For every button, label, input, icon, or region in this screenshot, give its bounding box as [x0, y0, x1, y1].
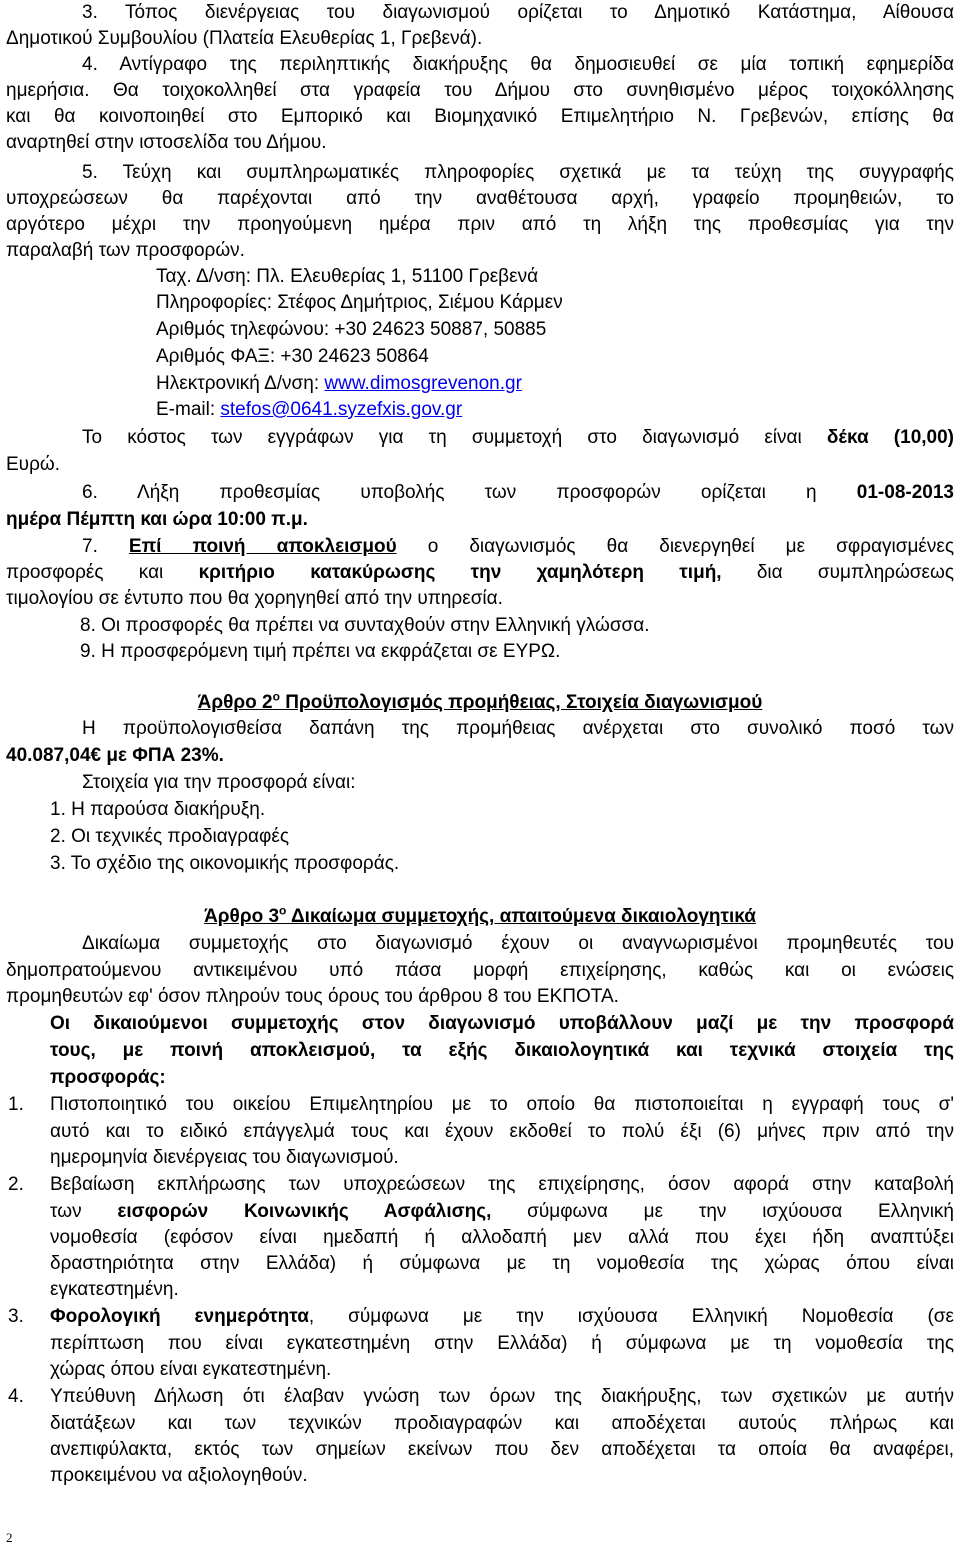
offer-element-3: 3. Το σχέδιο της οικονομικής προσφοράς.	[50, 853, 400, 874]
item4-line3: και θα κοινοποιηθεί στο Εμπορικό και Βιομηχανικό Επιμελητήριο Ν. Γρεβενών, επίσης θα	[6, 106, 954, 127]
social-security: εισφορών Κοινωνικής Ασφάλισης,	[117, 1201, 492, 1222]
item4-line2: ημερήσια. Θα τοιχοκολληθεί στα γραφεία του Δήμου στο συνηθισμένο μέρος τοιχοκόλλησης	[6, 80, 954, 101]
contact-fax: Αριθμός ΦΑΞ: +30 24623 50864	[156, 346, 429, 367]
item7-line2	[6, 560, 954, 586]
doc3-line1	[50, 1304, 954, 1330]
doc4-line2: διατάξεων και των τεχνικών προδιαγραφών και αποδέχεται αυτούς πλήρως και	[50, 1413, 954, 1434]
article3-heading-b: Δικαίωμα συμμετοχής, απαιτούμενα δικαιολογητικά	[286, 906, 756, 927]
doc1-line1: Πιστοποιητικό του οικείου Επιμελητηρίου με το οποίο θα πιστοποιείται η εγγραφή τους σ'	[50, 1094, 954, 1115]
award-criterion: κριτήριο κατακύρωσης την χαμηλότερη τιμή,	[198, 562, 722, 583]
item8: 8. Οι προσφορές θα πρέπει να συνταχθούν στην Ελληνική γλώσσα.	[80, 615, 650, 636]
doc2-pre: των	[50, 1201, 118, 1222]
doc2-line4: δραστηριότητα στην Ελλάδα) ή σύμφωνα με τη νομοθεσία της χώρας όπου είναι	[50, 1253, 954, 1274]
offer-elements-intro: Στοιχεία για την προσφορά είναι:	[82, 772, 356, 793]
contact-email-row	[156, 397, 954, 423]
deadline-time: ημέρα Πέμπτη και ώρα 10:00 π.μ.	[6, 509, 308, 530]
contact-web-label: Ηλεκτρονική Δ/νση:	[156, 373, 325, 394]
doc2-line2	[50, 1199, 954, 1225]
contact-phone: Αριθμός τηλεφώνου: +30 24623 50887, 50885	[156, 319, 547, 340]
item3-line2: Δημοτικού Συμβουλίου (Πλατεία Ελευθερίας 1, Γρεβενά).	[6, 28, 483, 49]
doc2-line3: νομοθεσία (εφόσον είναι ημεδαπή ή αλλοδαπή μεν αλλά που έχει ήδη αναπτύξει	[50, 1227, 954, 1248]
doc4-line1: Υπεύθυνη Δήλωση ότι έλαβαν γνώση των όρων της διακήρυξης, των σχετικών με αυτήν	[50, 1386, 954, 1407]
item7-text3: δια συμπληρώσεως	[721, 562, 954, 583]
article2-heading	[6, 690, 954, 716]
article2-heading-b: Προϋπολογισμός προμήθειας, Στοιχεία διαγωνισμού	[279, 692, 763, 713]
article3-p3: προμηθευτών εφ' όσον πληρούν τους όρους του άρθρου 8 του ΕΚΠΟΤΑ.	[6, 986, 619, 1007]
tax-clearance: Φορολογική ενημερότητα	[50, 1306, 309, 1327]
doc3-line2: περίπτωση που είναι εγκατεστημένη στην Ελλάδα) ή σύμφωνα με τη νομοθεσία της	[50, 1333, 954, 1354]
article2-heading-a: Άρθρο $2^o$	[197, 690, 280, 713]
offer-element-2: 2. Οι τεχνικές προδιαγραφές	[50, 826, 289, 847]
item9: 9. Η προσφερόμενη τιμή πρέπει να εκφράζεται σε ΕΥΡΩ.	[80, 641, 561, 662]
item6-line1	[82, 480, 954, 506]
website-link[interactable]: www.dimosgrevenon.gr	[324, 373, 522, 394]
doc3-post: , σύμφωνα με την ισχύουσα Ελληνική Νομοθεσία (σε	[308, 1306, 954, 1327]
article2-p1: Η προϋπολογισθείσα δαπάνη της προμήθειας ανέρχεται στο συνολικό ποσό των	[82, 718, 954, 739]
offer-element-1: 1. Η παρούσα διακήρυξη.	[50, 799, 266, 820]
contact-web-row	[156, 371, 954, 397]
email-link[interactable]: stefos@0641.syzefxis.gov.gr	[220, 399, 463, 420]
doc2-line5: εγκατεστημένη.	[50, 1279, 179, 1300]
contact-email-label: E-mail:	[156, 399, 221, 420]
item4-line1: 4. Αντίγραφο της περιληπτικής διακήρυξης θα δημοσιευθεί σε μία τοπική εφημερίδα	[82, 54, 954, 75]
doc4-number: 4.	[8, 1386, 24, 1407]
item3-line1: 3. Τόπος διενέργειας του διαγωνισμού ορίζεται το Δημοτικό Κατάστημα, Αίθουσα	[82, 2, 954, 23]
page-number: 2	[6, 1530, 13, 1545]
article3-b2: τους, με ποινή αποκλεισμού, τα εξής δικαιολογητικά και τεχνικά στοιχεία της	[50, 1040, 954, 1061]
item5-line4: παραλαβή των προσφορών.	[6, 240, 245, 261]
item5-line2: υποχρεώσεων θα παρέχονται από την αναθέτουσα αρχή, γραφείο προμηθειών, το	[6, 188, 954, 209]
cost-amount: δέκα (10,00)	[826, 427, 954, 448]
item5-line3: αργότερο μέχρι την προηγούμενη ημέρα πριν από τη λήξη της προθεσμίας για την	[6, 214, 954, 235]
item7-exclusion: Επί ποινή αποκλεισμού	[128, 536, 397, 557]
contact-info: Πληροφορίες: Στέφος Δημήτριος, Σιέμου Κάρμεν	[156, 292, 563, 313]
article3-p1: Δικαίωμα συμμετοχής στο διαγωνισμό έχουν οι αναγνωρισμένοι προμηθευτές του	[82, 933, 954, 954]
doc2-post: σύμφωνα με την ισχύουσα Ελληνική	[491, 1201, 954, 1222]
doc4-line3: ανεπιφύλακτα, εκτός των σημείων εκείνων που δεν αποδέχεται τα οποία θα αναφέρει,	[50, 1439, 954, 1460]
item7-text1: ο διαγωνισμός θα διενεργηθεί με σφραγισμένες	[396, 536, 954, 557]
doc4-line4: προκειμένου να αξιολογηθούν.	[50, 1465, 308, 1486]
doc1-number: 1.	[8, 1094, 24, 1115]
item7-num: 7.	[82, 536, 129, 557]
cost-currency: Ευρώ.	[6, 454, 60, 475]
item7-line3: τιμολογίου σε έντυπο που θα χορηγηθεί από την υπηρεσία.	[6, 588, 503, 609]
doc2-line1: Βεβαίωση εκπλήρωσης των υποχρεώσεων της επιχείρησης, όσον αφορά στην καταβολή	[50, 1174, 954, 1195]
budget-amount: 40.087,04€ με ΦΠΑ 23%.	[6, 745, 224, 766]
article3-p2: δημοπρατούμενου αντικειμένου υπό πάσα μορφή επιχείρησης, καθώς και οι ενώσεις	[6, 960, 954, 981]
doc3-line3: χώρας όπου είναι εγκατεστημένη.	[50, 1359, 332, 1380]
item7-text2: προσφορές και	[6, 562, 199, 583]
cost-text: Το κόστος των εγγράφων για τη συμμετοχή στο διαγωνισμό είναι	[82, 427, 827, 448]
deadline-date: 01-08-2013	[856, 482, 954, 503]
doc1-line3: ημερομηνία διενέργειας του διαγωνισμού.	[50, 1147, 399, 1168]
article3-b1: Οι δικαιούμενοι συμμετοχής στον διαγωνισμό υποβάλλουν μαζί με την προσφορά	[50, 1013, 954, 1034]
article3-b3: προσφοράς:	[50, 1067, 166, 1088]
contact-address: Ταχ. Δ/νση: Πλ. Ελευθερίας 1, 51100 Γρεβενά	[156, 266, 539, 287]
item6-text: 6. Λήξη προθεσμίας υποβολής των προσφορών ορίζεται η	[82, 482, 857, 503]
item7-line1	[82, 534, 954, 560]
article3-heading	[6, 904, 954, 930]
cost-line	[82, 425, 954, 451]
doc2-number: 2.	[8, 1174, 24, 1195]
item5-line1: 5. Τεύχη και συμπληρωματικές πληροφορίες σχετικά με τα τεύχη της συγγραφής	[82, 162, 954, 183]
doc1-line2: αυτό και το ειδικό επάγγελμά τους και έχουν εκδοθεί το πολύ έξι (6) μήνες πριν από την	[50, 1121, 954, 1142]
item4-line4: αναρτηθεί στην ιστοσελίδα του Δήμου.	[6, 132, 327, 153]
doc3-number: 3.	[8, 1306, 24, 1327]
article3-heading-a: Άρθρο $3^o$	[204, 904, 287, 927]
